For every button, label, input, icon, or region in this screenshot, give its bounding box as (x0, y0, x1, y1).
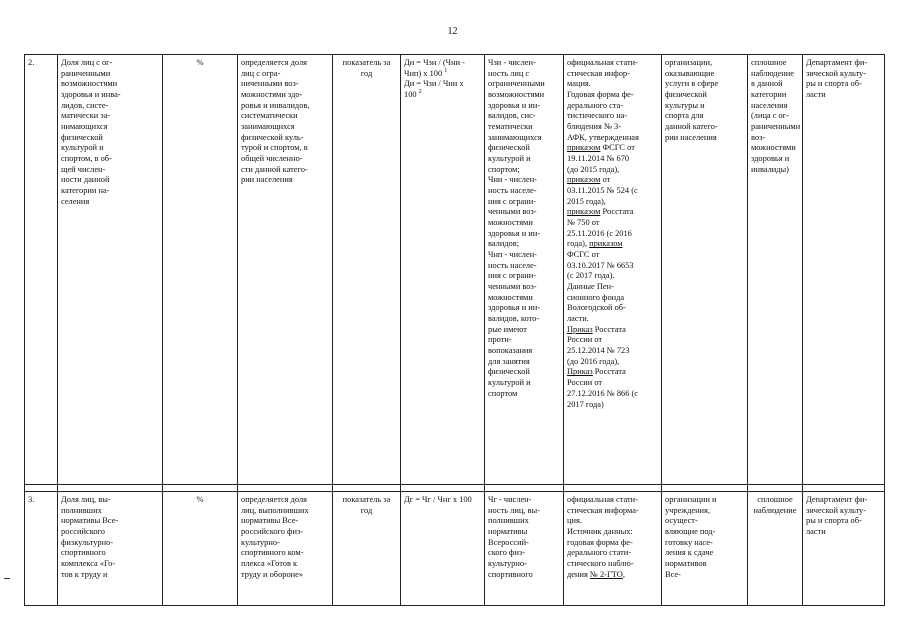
data-source (564, 492, 662, 606)
calculation-formula: Дг = Чг / Чнг x 100 (401, 492, 485, 606)
margin-mark (4, 578, 10, 579)
indicator-name: Доля лиц с ог- раниченными возможностями здоровья и инва- лидов, систе- матически за- нимающихся физической культурой и спортом, в об- щей числен- ности данной категории на- селения (58, 55, 163, 485)
order-link[interactable]: приказом (567, 207, 601, 217)
row-number: 3. (25, 492, 58, 606)
indicator-period: показатель за год (333, 492, 401, 606)
formula-1: Ди = Чзи / (Чни - Чнп) x 100 (404, 58, 465, 78)
source-text: Росстата России от 27.12.2016 № 866 (с 2017 года) (567, 367, 639, 409)
source-text: от 03.11.2015 № 524 (с 2015 года), (567, 175, 638, 206)
data-collectors: организации, оказывающие услуги в сфере физической культуры и спорта для данной катего- рии населения (662, 55, 748, 485)
row-number: 2. (25, 55, 58, 485)
formula-variables: Чг - числен- ность лиц, вы- полнивших нормативы Всероссий- ского физ- культурно- спортивного (485, 492, 564, 606)
order-link[interactable]: приказом (567, 143, 601, 153)
calculation-formula (401, 55, 485, 485)
indicator-definition: определяется доля лиц с огра- ниченными воз- можностями здо- ровья и инвалидов, систематически занимающихся физической куль- турой и спортом, в общей численно- сти данной катего- рии населения (238, 55, 333, 485)
source-text: официальная стати- стическая инфор- мация. Годовая форма фе- дерального ста- тистического на- блюдения № 3- АФК, утвержденная (567, 58, 639, 142)
data-collectors: организации и учреждения, осущест- вляющие под- готовку насе- ления к сдаче нормативов Все- (662, 492, 748, 606)
footnote-mark-2: 2 (418, 89, 422, 96)
unit: % (163, 55, 238, 485)
page-number: 12 (447, 26, 458, 37)
order-link[interactable]: Приказ (567, 367, 593, 377)
source-text: Росстата № 750 от 25.11.2016 (с 2016 года), (567, 207, 634, 249)
indicators-table (24, 54, 885, 606)
data-source (564, 55, 662, 485)
order-link[interactable]: приказом (567, 175, 601, 185)
footnote-mark-1: 1 (444, 67, 448, 74)
source-text: ФСГС от 19.11.2014 № 670 (до 2015 года), (567, 143, 635, 174)
source-text: ФСГС от 03.10.2017 № 6653 (с 2017 года). Данные Пен- сионного фонда Вологодской об- ласти. (567, 250, 634, 324)
indicator-definition: определяется доля лиц, выполнивших нормативы Все- российского физ- культурно- спортивного ком- плекса «Готов к труду и обороне» (238, 492, 333, 606)
observation-method: сплошное наблюдение в данной категории населения (лица с ог- раниченными воз- можностями здоровья и инвалиды) (748, 55, 803, 485)
indicator-name: Доля лиц, вы- полнивших нормативы Все- российского физкультурно- спортивного комплекса «Го- тов к труду и (58, 492, 163, 606)
responsible-body: Департамент фи- зической культу- ры и спорта об- ласти (803, 492, 885, 606)
formula-variables: Чзи - числен- ность лиц с ограниченными возможностями здоровья и ин- валидов, сис- тематически занимающихся физической культурой и спортом; Чни - числен- ность населе- ния с ограни- ченными воз- можностями здоровья и ин- валидов; Чнп - числен- ность населе- ния с ограни- ченными воз- можностями здоровья и ин- валидов, кото- рые имеют проти- вопоказания для занятия физической культурой и спортом (485, 55, 564, 485)
table-row (25, 492, 885, 606)
source-text: , (622, 569, 625, 579)
unit: % (163, 492, 238, 606)
row-spacer (25, 485, 885, 492)
source-text: официальная стати- стическая информа- ция. Источник данных: годовая форма фе- дерального стати- стического наблю- дения (567, 495, 639, 579)
formula-2: Ди = Чзи / Чни x 100 (404, 79, 464, 100)
order-link[interactable]: приказом (589, 239, 623, 249)
table-row (25, 55, 885, 485)
source-text: Росстата России от 25.12.2014 № 723 (до 2016 года), (567, 324, 630, 366)
form-link[interactable]: № 2-ГТО (589, 569, 623, 579)
responsible-body: Департамент фи- зической культу- ры и спорта об- ласти (803, 55, 885, 485)
order-link[interactable]: Приказ (567, 324, 593, 334)
observation-method: сплошное наблюдение (748, 492, 803, 606)
indicator-period: показатель за год (333, 55, 401, 485)
